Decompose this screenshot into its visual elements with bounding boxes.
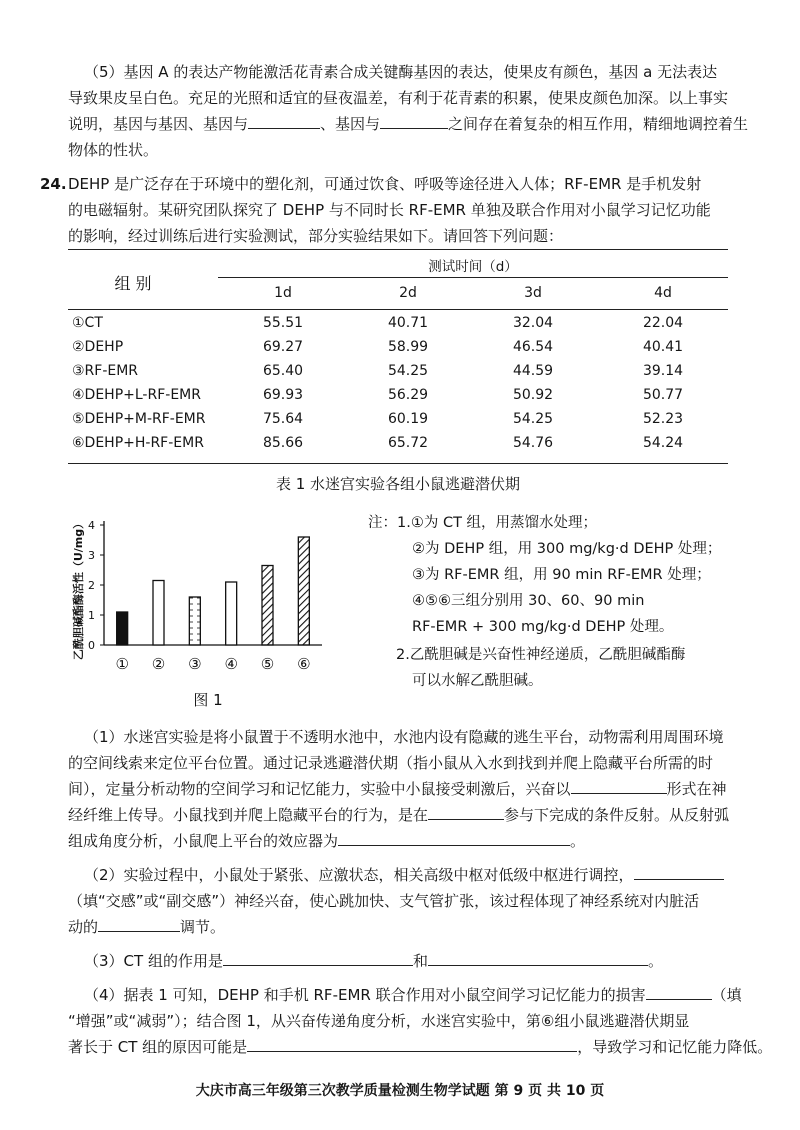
sub2-line-1	[84, 863, 784, 887]
y-tick-label: 0	[88, 639, 95, 652]
x-tick-label: ⑥	[297, 655, 311, 673]
sub4-line-3a: 著长于 CT 组的原因可能是	[68, 1038, 248, 1056]
sub4-line-3	[68, 1035, 773, 1059]
y-tick-label: 1	[88, 609, 95, 622]
bar	[226, 582, 237, 645]
value-cell: 54.76	[512, 435, 554, 451]
bar-chart	[60, 505, 350, 715]
sub4-line-1b: （填	[711, 986, 742, 1004]
value-cell: 52.23	[642, 411, 684, 427]
answer-blank[interactable]	[248, 113, 320, 129]
x-tick-label: ②	[151, 655, 166, 673]
sub1-line-3	[68, 777, 768, 801]
note-line: 可以水解乙酰胆碱。	[412, 673, 543, 689]
group-cell: ⑤DEHP+M-RF-EMR	[72, 411, 206, 427]
answer-blank[interactable]	[380, 113, 448, 129]
bar-chart-svg	[60, 505, 350, 715]
chart-axes	[104, 521, 322, 645]
answer-blank[interactable]	[571, 778, 667, 794]
sub1-line-3b: 形式在神	[666, 780, 727, 798]
value-cell: 32.04	[512, 315, 554, 331]
table-bottom-rule	[68, 463, 728, 464]
sub4-line-3b: ，导致学习和记忆能力降低。	[577, 1038, 773, 1056]
sub1-line-2: 的空间线索来定位平台位置。通过记录逃避潜伏期（指小鼠从入水到找到并爬上隐藏平台所需的时	[68, 754, 714, 772]
table-header-rule	[68, 309, 728, 310]
q24-line-1: DEHP 是广泛存在于环境中的塑化剂，可通过饮食、呼吸等途径进入人体；RF-EMR 是手机发射	[68, 175, 702, 193]
sub1-line-3a: 间），定量分析动物的空间学习和记忆能力，实验中小鼠接受刺激后，兴奋以	[68, 780, 571, 798]
value-cell: 54.24	[642, 435, 684, 451]
chart-ticks	[88, 519, 311, 673]
bar	[298, 537, 309, 645]
note-line: 2.乙酰胆碱是兴奋性神经递质，乙酰胆碱酯酶	[396, 647, 686, 663]
q23-5-line-3a: 说明，基因与基因、基因与	[68, 115, 249, 133]
sub3-a: （3）CT 组的作用是	[84, 952, 223, 970]
group-cell: ③RF-EMR	[72, 363, 139, 379]
bar	[153, 581, 164, 646]
y-tick-label: 4	[88, 519, 95, 532]
q23-5-line-3c: 之间存在着复杂的相互作用，精细地调控着生	[448, 115, 749, 133]
value-cell: 46.54	[512, 339, 554, 355]
sub2-line-3	[68, 915, 768, 939]
bar	[117, 612, 128, 645]
q23-5-line-4: 物体的性状。	[68, 141, 159, 159]
sub4-line-1	[84, 983, 784, 1007]
value-cell: 58.99	[387, 339, 429, 355]
bar	[262, 566, 273, 646]
sub1-line-4	[68, 803, 768, 827]
value-cell: 22.04	[642, 315, 684, 331]
value-cell: 65.40	[262, 363, 304, 379]
sub3-b: 和	[412, 952, 428, 970]
note-line: ②为 DEHP 组，用 300 mg/kg·d DEHP 处理；	[412, 541, 722, 557]
q24-line-2: 的电磁辐射。某研究团队探究了 DEHP 与不同时长 RF-EMR 单独及联合作用对小鼠学习记忆功能	[68, 201, 711, 219]
note-line: ④⑤⑥三组分别用 30、60、90 min	[412, 593, 645, 609]
day-header: 1d	[274, 285, 292, 301]
x-tick-label: ①	[115, 655, 129, 673]
sub1-line-4b: 参与下完成的条件反射。从反射弧	[504, 806, 730, 824]
figure-caption: 图 1	[193, 691, 223, 709]
sub2-line-3b: 调节。	[180, 918, 226, 936]
sub4-line-1a: （4）据表 1 可知，DEHP 和手机 RF-EMR 联合作用对小鼠空间学习记忆能力的损害	[84, 986, 646, 1004]
q23-5-line-3b: 、基因与	[320, 115, 381, 133]
day-header: 2d	[399, 285, 417, 301]
value-cell: 54.25	[387, 363, 429, 379]
answer-blank[interactable]	[338, 830, 570, 846]
bar	[189, 597, 200, 645]
value-cell: 69.93	[262, 387, 304, 403]
group-cell: ②DEHP	[72, 339, 124, 355]
value-cell: 65.72	[387, 435, 429, 451]
sub1-line-4a: 经纤维上传导。小鼠找到并爬上隐藏平台的行为，是在	[68, 806, 429, 824]
answer-blank[interactable]	[428, 950, 648, 966]
value-cell: 60.19	[387, 411, 429, 427]
value-cell: 40.71	[387, 315, 429, 331]
x-tick-label: ④	[224, 655, 238, 673]
sub2-line-1a: （2）实验过程中，小鼠处于紧张、应激状态，相关高级中枢对低级中枢进行调控，	[84, 866, 634, 884]
y-axis-label: 乙酰胆碱酯酶活性（U/mg）	[72, 517, 85, 661]
answer-blank[interactable]	[247, 1036, 577, 1052]
answer-blank[interactable]	[98, 916, 180, 932]
value-cell: 85.66	[262, 435, 304, 451]
note-line: ③为 RF-EMR 组，用 90 min RF-EMR 处理；	[412, 567, 711, 583]
value-cell: 55.51	[262, 315, 304, 331]
value-cell: 44.59	[512, 363, 554, 379]
answer-blank[interactable]	[428, 804, 504, 820]
value-cell: 56.29	[387, 387, 429, 403]
day-header: 3d	[524, 285, 542, 301]
x-tick-label: ③	[188, 655, 202, 673]
group-cell: ⑥DEHP+H-RF-EMR	[72, 435, 204, 451]
sub1-line-1: （1）水迷宫实验是将小鼠置于不透明水池中，水池内设有隐藏的逃生平台，动物需利用周围环境	[84, 728, 724, 746]
sub1-line-5a: 组成角度分析，小鼠爬上平台的效应器为	[68, 832, 339, 850]
table-top-rule	[68, 249, 728, 250]
question-number: 24.	[40, 175, 67, 193]
note-line: 注：1.①为 CT 组，用蒸馏水处理；	[368, 515, 598, 531]
value-cell: 54.25	[512, 411, 554, 427]
value-cell: 50.92	[512, 387, 554, 403]
sub1-line-5b: 。	[570, 832, 586, 850]
table-mid-rule	[218, 277, 728, 278]
sub2-line-3a: 动的	[68, 918, 99, 936]
sub2-line-2: （填“交感”或“副交感”）神经兴奋，使心跳加快、支气管扩张，该过程体现了神经系统对内脏活	[68, 892, 700, 910]
note-line: RF-EMR + 300 mg/kg·d DEHP 处理。	[412, 619, 674, 635]
value-cell: 50.77	[642, 387, 684, 403]
answer-blank[interactable]	[646, 984, 712, 1000]
sub3-line	[84, 949, 784, 973]
sub4-line-2: “增强”或“减弱”）；结合图 1，从兴奋传递角度分析，水迷宫实验中，第⑥组小鼠逃避潜伏期显	[68, 1012, 690, 1030]
value-cell: 75.64	[262, 411, 304, 427]
sub1-line-5	[68, 829, 768, 853]
answer-blank[interactable]	[223, 950, 413, 966]
value-cell: 39.14	[642, 363, 684, 379]
q24-line-3: 的影响，经过训练后进行实验测试，部分实验结果如下。请回答下列问题：	[68, 227, 564, 245]
chart-bars	[117, 537, 310, 645]
group-header: 组 别	[114, 274, 152, 293]
y-tick-label: 2	[88, 579, 95, 592]
group-cell: ①CT	[72, 315, 103, 331]
q23-5-line-3	[68, 112, 768, 136]
page-footer: 大庆市高三年级第三次教学质量检测生物学试题 第 9 页 共 10 页	[195, 1083, 605, 1099]
table-caption: 表 1 水迷宫实验各组小鼠逃避潜伏期	[275, 475, 521, 493]
x-tick-label: ⑤	[260, 655, 275, 673]
value-cell: 69.27	[262, 339, 304, 355]
q23-5-line-1: （5）基因 A 的表达产物能激活花青素合成关键酶基因的表达，使果皮有颜色，基因 a 无法表达	[84, 63, 718, 81]
y-tick-label: 3	[88, 549, 95, 562]
group-cell: ④DEHP+L-RF-EMR	[72, 387, 201, 403]
q23-5-line-2: 导致果皮呈白色。充足的光照和适宜的昼夜温差，有利于花青素的积累，使果皮颜色加深。以上事实	[68, 89, 729, 107]
sub3-c: 。	[647, 952, 663, 970]
value-cell: 40.41	[642, 339, 684, 355]
time-header: 测试时间（d）	[428, 259, 518, 275]
day-header: 4d	[654, 285, 672, 301]
answer-blank[interactable]	[634, 864, 724, 880]
